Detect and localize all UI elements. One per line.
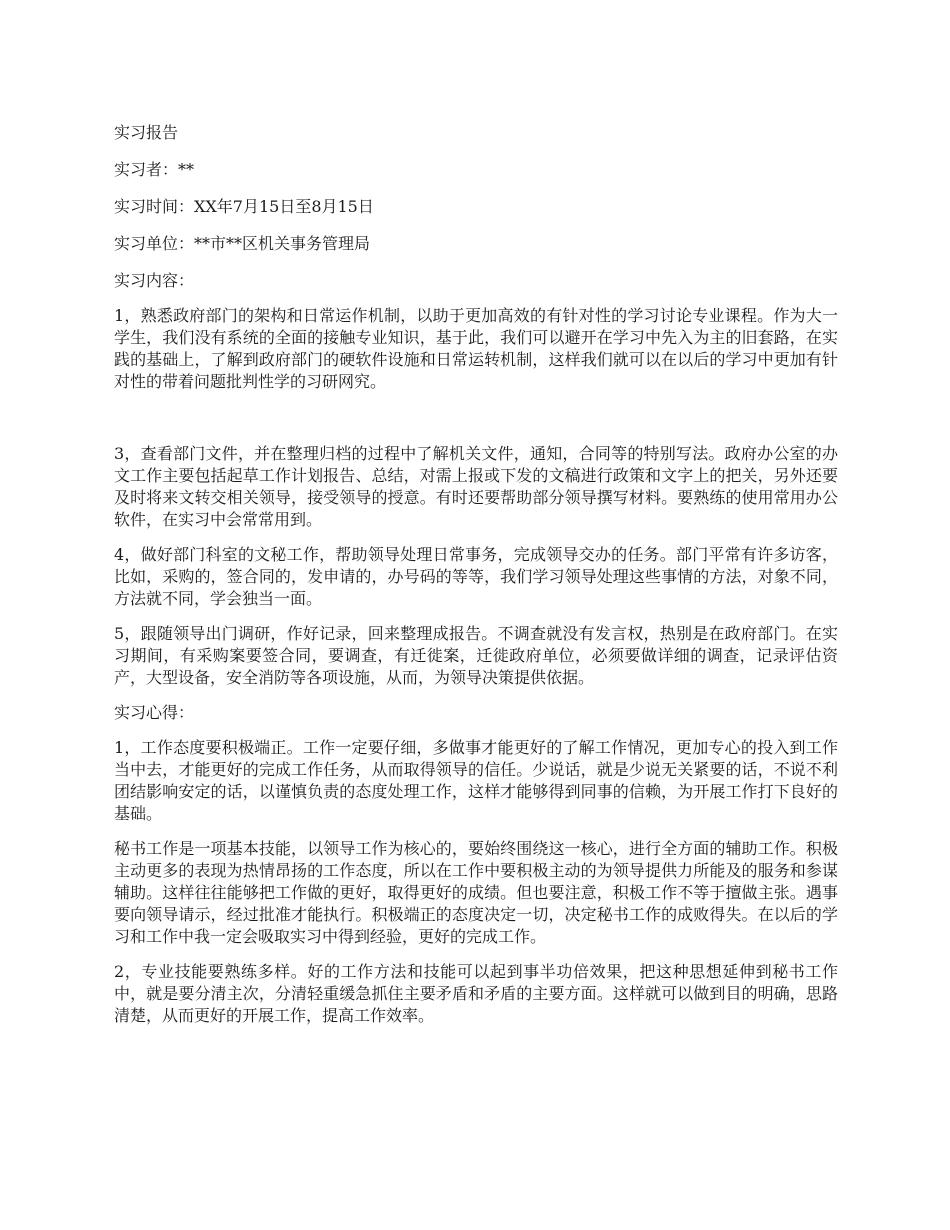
intern-line: 实习者：** <box>114 160 195 179</box>
experience-heading: 实习心得： <box>114 703 195 722</box>
report-title: 实习报告 <box>114 123 179 142</box>
unit-line: 实习单位：**市**区机关事务管理局 <box>114 234 371 253</box>
content-heading: 实习内容： <box>114 271 195 290</box>
period-line: 实习时间：XX年7月15日至8月15日 <box>114 197 374 216</box>
content-item-4: 4，做好部门科室的文秘工作，帮助领导处理日常事务，完成领导交办的任务。部门平常有许多访客，比如，采购的，签合同的，发申请的，办号码的等等，我们学习领导处理这些事情的方法，对象不同，方法就不同，学会独当一面。 <box>114 545 838 608</box>
content-item-5: 5，跟随领导出门调研，作好记录，回来整理成报告。不调查就没有发言权，热别是在政府部门。在实习期间，有采购案要签合同，要调查，有迁徙案，迁徙政府单位，必须要做详细的调查，记录评估资产，大型设备，安全消防等各项设施，从而，为领导决策提供依据。 <box>114 624 838 687</box>
content-item-3: 3，查看部门文件，并在整理归档的过程中了解机关文件，通知，合同等的特别写法。政府办公室的办文工作主要包括起草工作计划报告、总结，对需上报或下发的文稿进行政策和文字上的把关，另外还要及时将来文转交相关领导，接受领导的授意。有时还要帮助部分领导撰写材料。要熟练的使用常用办公软件，在实习中会常常用到。 <box>114 444 838 529</box>
experience-item-1: 1，工作态度要积极端正。工作一定要仔细，多做事才能更好的了解工作情况，更加专心的投入到工作当中去，才能更好的完成工作任务，从而取得领导的信任。少说话，就是少说无关紧要的话，不说不利团结影响安定的话，以谨慎负责的态度处理工作，这样才能够得到同事的信赖，为开展工作打下良好的基础。 <box>114 738 838 823</box>
content-item-1: 1，熟悉政府部门的架构和日常运作机制，以助于更加高效的有针对性的学习讨论专业课程。作为大一学生，我们没有系统的全面的接触专业知识，基于此，我们可以避开在学习中先入为主的旧套路，在实践的基础上，了解到政府部门的硬软件设施和日常运转机制，这样我们就可以在以后的学习中更加有针对性的带着问题批判性学的习研网究。 <box>114 306 838 391</box>
experience-item-secretary: 秘书工作是一项基本技能，以领导工作为核心的，要始终围绕这一核心，进行全方面的辅助工作。积极主动更多的表现为热情昂扬的工作态度，所以在工作中要积极主动的为领导提供力所能及的服务和参谋辅助。这样往往能够把工作做的更好，取得更好的成绩。但也要注意，积极工作不等于擅做主张。遇事要向领导请示，经过批准才能执行。积极端正的态度决定一切，决定秘书工作的成败得失。在以后的学习和工作中我一定会吸取实习中得到经验，更好的完成工作。 <box>114 839 838 946</box>
experience-item-2: 2，专业技能要熟练多样。好的工作方法和技能可以起到事半功倍效果，把这种思想延伸到秘书工作中，就是要分清主次，分清轻重缓急抓住主要矛盾和矛盾的主要方面。这样就可以做到目的明确，思路清楚，从而更好的开展工作，提高工作效率。 <box>114 962 838 1025</box>
